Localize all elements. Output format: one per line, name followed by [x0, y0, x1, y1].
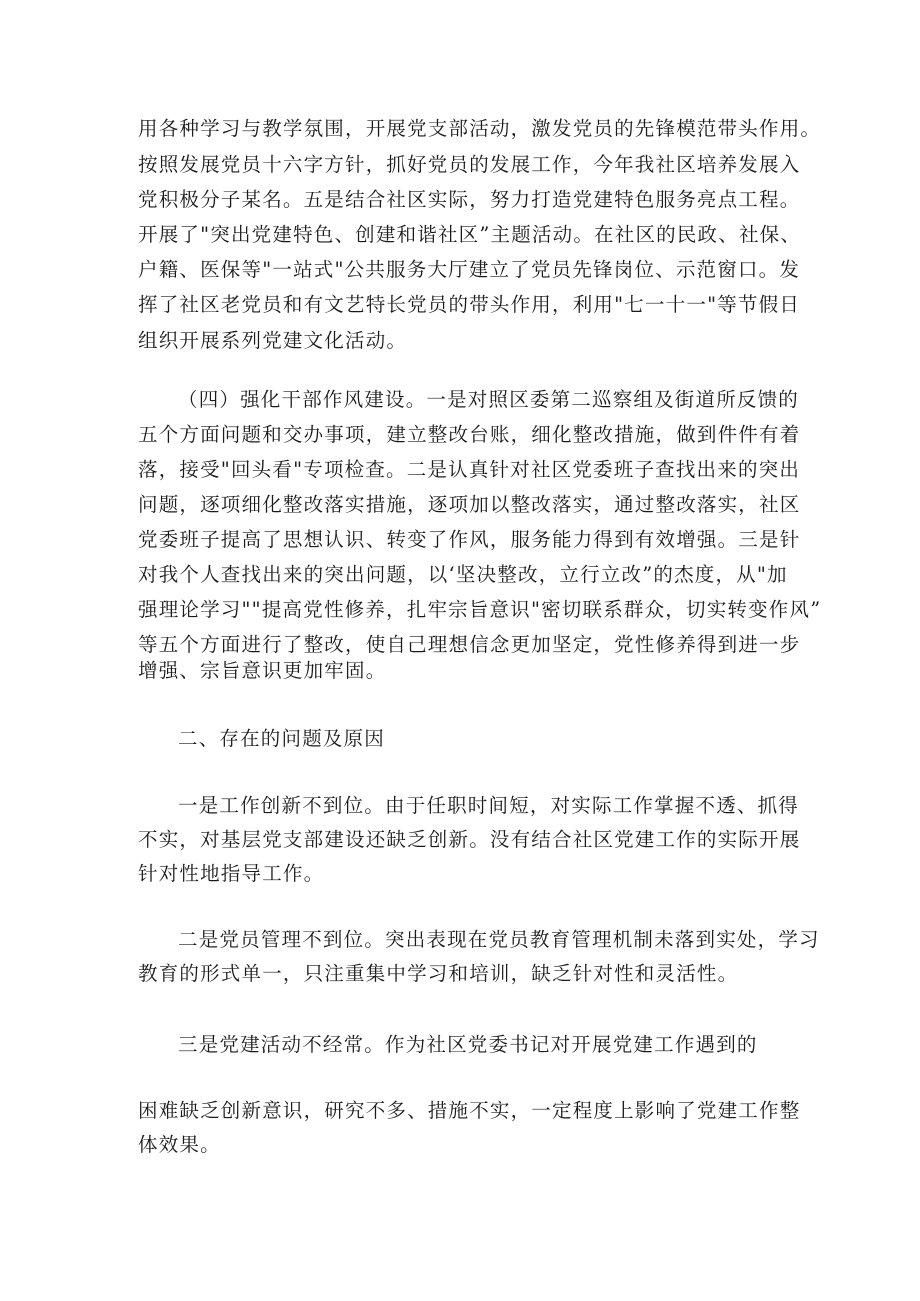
- paragraph-3-line: 针对性地指导工作。: [138, 862, 325, 885]
- paragraph-2-line: 增强、宗旨意识更加牢固。: [138, 659, 387, 682]
- paragraph-6-line: 体效果。: [138, 1133, 221, 1156]
- paragraph-2-line: 强理论学习""提高党性修养，扎牢宗旨意识"密切联系群众，切实转变作风”: [138, 598, 822, 621]
- paragraph-3-line: 不实，对基层党支部建设还缺乏创新。没有结合社区党建工作的实际开展: [138, 828, 801, 851]
- paragraph-2-line: 落，接受"回头看"专项检查。二是认真针对社区党委班子查找出来的突出: [138, 458, 801, 481]
- section-heading: 二、存在的问题及原因: [178, 727, 386, 750]
- paragraph-2-line: 问题，逐项细化整改落实措施，逐项加以整改落实，通过整改落实，社区: [138, 493, 801, 516]
- paragraph-2-line: 对我个人查找出来的突出问题，以‘坚决整改，立行立改”的杰度，从"加: [138, 563, 788, 586]
- paragraph-1-line: 党积极分子某名。五是结合社区实际，努力打造党建特色服务亮点工程。: [138, 188, 801, 211]
- paragraph-2-line: （四）强化干部作风建设。一是对照区委第二巡察组及街道所反馈的: [178, 388, 800, 411]
- paragraph-6-line: 困难缺乏创新意识，研究不多、措施不实，一定程度上影响了党建工作整: [138, 1099, 801, 1122]
- paragraph-2-line: 等五个方面进行了整改，使自己理想信念更加坚定，党性修养得到进一步: [138, 633, 801, 656]
- paragraph-3-line: 一是工作创新不到位。由于任职时间短，对实际工作掌握不透、抓得: [178, 794, 800, 817]
- paragraph-2-line: 五个方面问题和交办事项，建立整改台账，细化整改措施，做到件件有着: [138, 423, 801, 446]
- paragraph-1-line: 用各种学习与教学氛围，开展党支部活动，激发党员的先锋模范带头作用。: [138, 117, 822, 140]
- paragraph-1-line: 按照发展党员十六字方针，抓好党员的发展工作，今年我社区培养发展入: [138, 153, 801, 176]
- paragraph-4-line: 教育的形式单一，只注重集中学习和培训，缺乏针对性和灵活性。: [138, 962, 739, 985]
- paragraph-4-line: 二是党员管理不到位。突出表现在党员教育管理机制未落到实处，学习: [178, 928, 820, 951]
- paragraph-2-line: 党委班子提高了思想认识、转变了作风，服务能力得到有效增强。三是针: [138, 528, 801, 551]
- paragraph-5-line: 三是党建活动不经常。作为社区党委书记对开展党建工作遇到的: [178, 1033, 758, 1056]
- paragraph-1-line: 户籍、医保等"一站式"公共服务大厅建立了党员先锋岗位、示范窗口。发: [138, 258, 801, 281]
- paragraph-1-line: 组织开展系列党建文化活动。: [138, 329, 408, 352]
- paragraph-1-line: 挥了社区老党员和有文艺特长党员的带头作用，利用"七一十一"等节假日: [138, 293, 801, 316]
- paragraph-1-line: 开展了"突出党建特色、创建和谐社区”主题活动。在社区的民政、社保、: [138, 223, 802, 246]
